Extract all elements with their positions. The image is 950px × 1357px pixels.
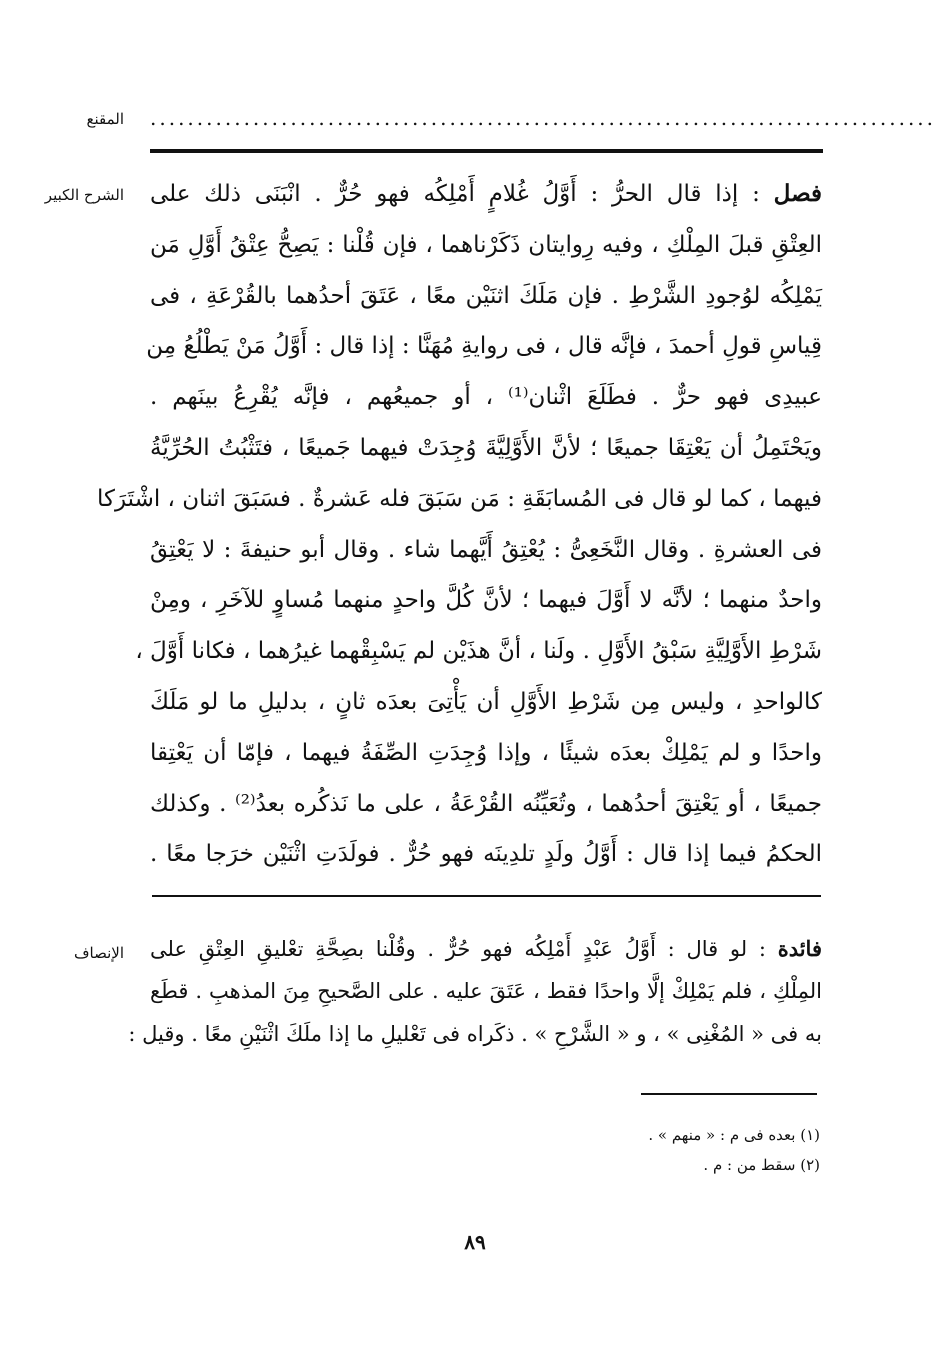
sharh-line: قِياسِ قولِ أحمدَ ، فإنَّه قال ، فى روايةِ مُهَنَّا : إذا قال : أَوَّلُ مَنْ يَطْلُعُ مِن (146, 333, 822, 360)
header-dot-leader: .................................................................................... (150, 106, 937, 130)
sharh-line: ويَحْتَمِلُ أن يَعْتِقَا جميعًا ؛ لأنَّ الأَوَّلِيَّةَ وُجِدَتْ فيهما جَميعًا ، فتَثْبُتُ الحُرِّيَّةُ (150, 434, 822, 461)
sharh-line (150, 169, 822, 220)
insaf-line: به فى « المُغْنِى » ، و « الشَّرْحِ » . ذكَراه فى تَعْليلِ ما إذا ملَكَ اثْنَيْنِ معًا . وقيل : (128, 1022, 822, 1046)
sharh-line: واحدٌ منهما ؛ لأنَّه لا أَوَّلَ فيهما ؛ لأنَّ كُلَّ واحدٍ منهما مُساوٍ للآخَرِ ، ومِنْ (150, 587, 822, 614)
side-label-insaf: الإنصاف (73, 944, 124, 962)
sharh-line: عبيدِى فهو حرٌّ . فطَلَعَ اثْنان⁽¹⁾ ، أو جميعُهم ، فإنَّه يُقْرِعُ بينَهم . (150, 384, 822, 411)
section-keyword: فصل (773, 180, 823, 207)
footnote: (٢) سقط من : م . (703, 1156, 820, 1174)
sharh-line: العِتْقِ قبلَ المِلْكِ ، وفيه رِوايتان ذَكَرْناهما ، فإن قُلْنا : يَصِحُّ عِتْقُ أَوَّلِ مَن (150, 231, 822, 258)
footnote-rule (641, 1093, 817, 1095)
sharh-section (97, 169, 823, 880)
fa-ida-keyword: فائدة (777, 936, 822, 961)
page-number: ٨٩ (464, 1230, 486, 1254)
insaf-line-text: : لو قال : أَوَّلُ عَبْدٍ أَمْلِكُه فهو حُرٌّ . وقُلْنا بصِحَّةِ تعْليقِ العِتْقِ على (150, 937, 766, 961)
sharh-line: جميعًا ، أو يَعْتِقَ أحدُهما ، وتُعَيِّنُه القُرْعَةُ ، على ما نَذكُره بعدُ⁽²⁾ . وكذلك (150, 790, 822, 817)
sharh-line: كالواحدِ ، وليس مِن شَرْطِ الأَوَّلِ أن يَأْتِىَ بعدَه ثانٍ ، بدليلِ ما لو مَلَكَ (150, 688, 822, 715)
sharh-line-text: : إذا قال الحرُّ : أَوَّلُ غُلامٍ أَمْلِكُه فهو حُرٌّ . انْبَنَى ذلك على (150, 181, 760, 207)
running-header-title: المقنع (86, 110, 124, 128)
footnotes (500, 1120, 820, 1180)
section-divider (152, 895, 821, 897)
insaf-line (150, 927, 822, 970)
insaf-line: المِلْكِ ، فلم يَمْلِكْ إلَّا واحدًا فقط ، عَتَقَ عليه . على الصَّحيحِ مِنَ المذهبِ . قطَع (150, 979, 822, 1003)
sharh-line: شَرْطِ الأَوَّلِيَّةِ سَبْقُ الأَوَّلِ . ولَنا ، أنَّ هذَيْن لم يَسْبِقْهما غيرُهما ، فكانا أَوَّلَ ، (135, 638, 822, 665)
sharh-line: يَمْلِكُه لوُجودِ الشَّرْطِ . فإن مَلَكَ اثنَيْن معًا ، عَتَقَ أحدُهما بالقُرْعَةِ ، فى (150, 282, 822, 309)
side-label-sharh: الشرح الكبير (44, 186, 124, 204)
insaf-section (128, 927, 822, 1056)
sharh-line: واحدًا و لم يَمْلِكْ بعدَه شيئًا ، وإذا وُجِدَتِ الصِّفَةُ فيهما ، فإمّا أن يَعْتِقا (150, 739, 822, 766)
header-rule (150, 149, 823, 153)
footnote: (١) بعده فى م : « منهم » . (648, 1126, 820, 1144)
sharh-line: فى العشرةِ . وقال النَّخَعِىُّ : يُعْتِقُ أَيَّهما شاء . وقال أبو حنيفةَ : لا يَعْتِقُ (150, 536, 822, 563)
sharh-line: الحكمُ فيما إذا قال : أَوَّلُ ولَدٍ تلدِينَه فهو حُرٌّ . فولَدَتِ اثْنَيْن خرَجا معًا . (150, 841, 822, 868)
sharh-line: فيهما ، كما لو قال فى المُسابَقَةِ : مَن سَبَقَ فله عَشرةٌ . فسَبَقَ اثنان ، اشْتَرَكا (97, 485, 822, 512)
